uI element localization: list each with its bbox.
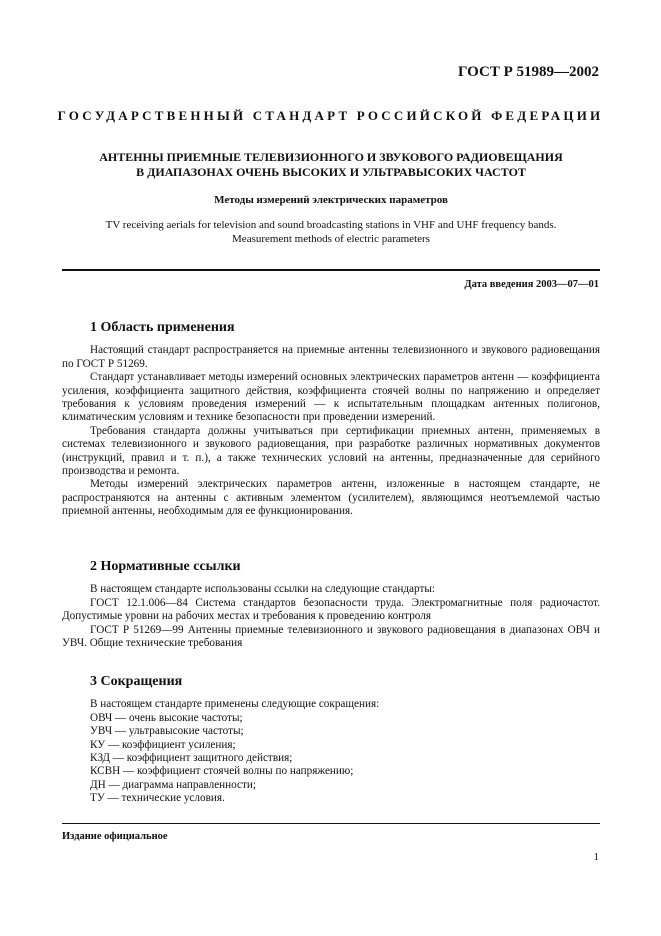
- english-title: [70, 218, 592, 246]
- edition-label: Издание официальное: [62, 831, 168, 842]
- section-normative-references: [62, 560, 600, 650]
- section-scope: [62, 321, 600, 519]
- paragraph: ГОСТ Р 51269—99 Антенны приемные телевизионного и звукового радиовещания в диапазонах ОВЧ и УВЧ. Общие технические требования: [62, 623, 600, 650]
- list-item: КУ — коэффициент усиления;: [90, 738, 236, 751]
- footer-divider: [62, 823, 600, 824]
- section-heading: 1 Область применения: [90, 320, 235, 335]
- paragraph: В настоящем стандарте применены следующие сокращения:: [90, 698, 380, 711]
- introduction-date: Дата введения 2003—07—01: [464, 279, 599, 290]
- english-title-line-1: TV receiving aerials for television and sound broadcasting stations in VHF and UHF frequency bands.: [105, 219, 557, 231]
- list-item: ДН — диаграмма направленности;: [90, 778, 256, 791]
- list-item: ТУ — технические условия.: [90, 792, 225, 805]
- paragraph: Настоящий стандарт распространяется на приемные антенны телевизионного и звукового радиовещания по ГОСТ Р 51269.: [62, 344, 600, 370]
- title-line-2: В ДИАПАЗОНАХ ОЧЕНЬ ВЫСОКИХ И УЛЬТРАВЫСОКИХ ЧАСТОТ: [136, 165, 526, 179]
- title-line-1: АНТЕННЫ ПРИЕМНЫЕ ТЕЛЕВИЗИОННОГО И ЗВУКОВОГО РАДИОВЕЩАНИЯ: [99, 150, 563, 164]
- list-item: КЗД — коэффициент защитного действия;: [90, 752, 293, 765]
- document-title: [70, 150, 592, 180]
- paragraph: Требования стандарта должны учитываться при сертификации приемных антенн, применяемых в системах телевизионного и звукового радиовещания, при разработке различных нормативных документов (инструкций, правил и т. п.), а также технических условий на антенны, предназначенные для серийного производства и ремонта.: [62, 424, 600, 478]
- paragraph: ГОСТ 12.1.006—84 Система стандартов безопасности труда. Электромагнитные поля радиочастот. Допустимые уровни на рабочих местах и требования к проведению контроля: [62, 596, 600, 623]
- section-heading: 3 Сокращения: [90, 674, 183, 689]
- header-divider: [62, 269, 600, 271]
- list-item: КСВН — коэффициент стоячей волны по напряжению;: [90, 765, 354, 778]
- list-item: УВЧ — ультравысокие частоты;: [90, 725, 244, 738]
- english-title-line-2: Measurement methods of electric parameters: [232, 233, 430, 245]
- page-number: 1: [593, 851, 599, 863]
- state-standard-title: ГОСУДАРСТВЕННЫЙ СТАНДАРТ РОССИЙСКОЙ ФЕДЕРАЦИИ: [57, 108, 604, 123]
- paragraph: В настоящем стандарте использованы ссылки на следующие стандарты:: [90, 583, 435, 596]
- document-subtitle: Методы измерений электрических параметров: [214, 194, 448, 206]
- paragraph: Стандарт устанавливает методы измерений основных электрических параметров антенн — коэффициента усиления, коэффициента защитного действия, коэффициента стоячей волны по напряжению и определяет требования к условиям проведения измерений — к испытательным площадкам антенных полигонов, климатическим условиям и технике безопасности при проведении измерений.: [62, 371, 600, 424]
- document-code: ГОСТ Р 51989—2002: [457, 64, 599, 80]
- section-abbreviations: [62, 675, 600, 806]
- section-heading: 2 Нормативные ссылки: [90, 559, 241, 574]
- paragraph: Методы измерений электрических параметров антенн, изложенные в настоящем стандарте, не распространяются на антенны с активным элементом (усилителем), являющимся неотъемлемой частью приемной антенны, необходимым для ее функционирования.: [62, 478, 600, 518]
- list-item: ОВЧ — очень высокие частоты;: [90, 711, 243, 724]
